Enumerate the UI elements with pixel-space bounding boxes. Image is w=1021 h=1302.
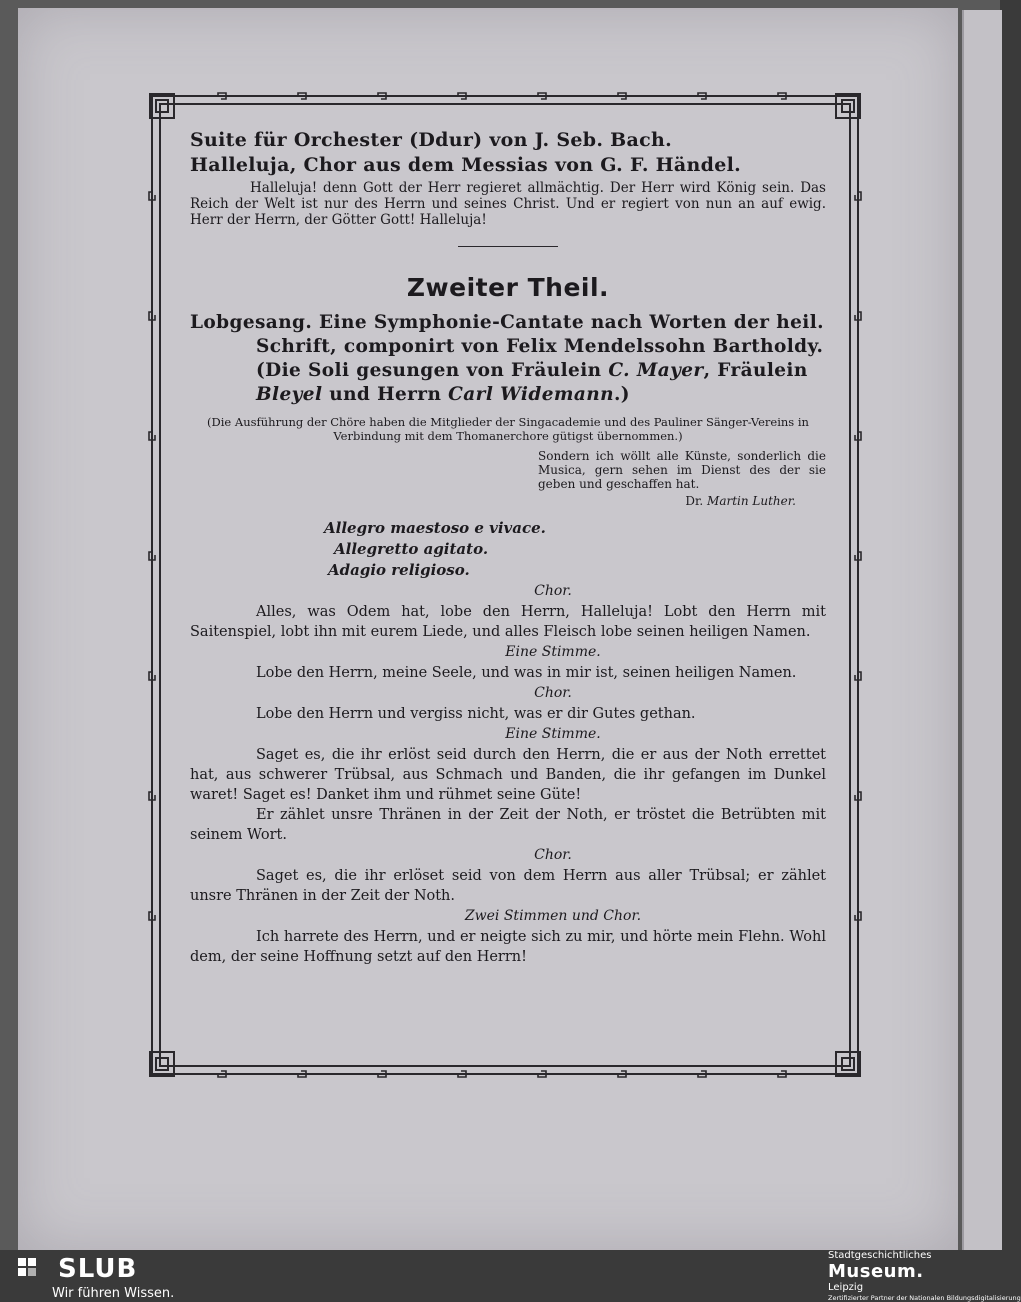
museum-partner-note: Zertifizierter Partner der Nationalen Bildungsdigitalisierung — [828, 1294, 1021, 1302]
lobgesang-text-b: , Fräulein — [703, 360, 808, 381]
section-title: Zweiter Theil. — [406, 273, 610, 302]
museum-label-big: Museum. — [828, 1261, 924, 1282]
movement-2: Allegretto agitato. — [334, 540, 489, 558]
speaker-heading: Chor. — [534, 685, 572, 701]
program-line-bach: Suite für Orchester (Ddur) von J. Seb. Bach. — [190, 129, 673, 151]
speaker-heading: Zwei Stimmen und Chor. — [464, 908, 642, 924]
performers-note: (Die Ausführung der Chöre haben die Mitglieder der Singacademie und des Pauliner Sänger-Vereins in Verbindung mit dem Thomanerchore gütigst übernommen.) — [207, 415, 809, 443]
motto-author — [190, 493, 796, 510]
section-text: Lobe den Herrn und vergiss nicht, was er dir Gutes gethan. — [256, 706, 696, 722]
halleluja-text: Halleluja! denn Gott der Herr regieret allmächtig. Der Herr wird König sein. Das Reich der Welt ist nur des Herrn und seines Christ. Und er regiert von nun an auf ewig. Herr der Herrn, der Götter Gott! Halleluja! — [190, 180, 826, 228]
section-text: Alles, was Odem hat, lobe den Herrn, Halleluja! Lobt den Herrn mit Saitenspiel, lobt ihn mit eurem Liede, und alles Fleisch lobe seinen heiligen Namen. — [190, 604, 826, 640]
soloist-3: Carl Widemann — [448, 384, 614, 405]
lobgesang-text-c: und Herrn — [322, 384, 449, 405]
slub-slogan: Wir führen Wissen. — [52, 1286, 175, 1301]
section-text: Saget es, die ihr erlöset seid von dem Herrn aus aller Trübsal; er zählet unsre Thränen in der Zeit der Noth. — [190, 868, 826, 904]
slub-logo[interactable] — [18, 1256, 174, 1302]
adjacent-page-edge — [962, 10, 1002, 1250]
slub-title: SLUB — [58, 1254, 138, 1284]
motto-author-prefix: Dr. — [685, 494, 708, 508]
speaker-heading: Chor. — [534, 847, 572, 863]
speaker-heading: Chor. — [534, 583, 572, 599]
section-text: Saget es, die ihr erlöst seid durch den Herrn, die er aus der Noth errettet hat, aus schwerer Trübsal, aus Schmach und Banden, die ihr gefangen im Dunkel waret! Saget es! Danket ihm und rühmet seine Güte! — [190, 747, 826, 803]
museum-logo[interactable] — [828, 1250, 1021, 1302]
section-text-continued: Er zählet unsre Thränen in der Zeit der Noth, er tröstet die Betrübten mit seinem Wort. — [190, 807, 826, 843]
soloist-2: Bleyel — [256, 384, 323, 405]
lobgesang-heading — [190, 311, 826, 407]
program-text — [190, 128, 826, 967]
program-line-haendel: Halleluja, Chor aus dem Messias von G. F. Händel. — [190, 154, 742, 176]
movement-1: Allegro maestoso e vivace. — [324, 519, 546, 537]
museum-city: Leipzig — [828, 1282, 864, 1293]
soloist-1: C. Mayer — [608, 360, 704, 381]
speaker-heading: Eine Stimme. — [505, 644, 601, 660]
lobgesang-text-d: .) — [613, 384, 630, 405]
slub-mark-icon — [18, 1258, 48, 1282]
section-divider — [458, 246, 558, 247]
museum-label-small: Stadtgeschichtliches — [828, 1250, 932, 1261]
luther-motto: Sondern ich wöllt alle Künste, sonderlich die Musica, gern sehen im Dienst des der sie geben und geschaffen hat. — [538, 449, 826, 491]
section-text: Lobe den Herrn, meine Seele, und was in mir ist, seinen heiligen Namen. — [256, 665, 797, 681]
speaker-heading: Eine Stimme. — [505, 726, 601, 742]
movement-3: Adagio religioso. — [328, 561, 470, 579]
lobgesang-text-a: Lobgesang. Eine Symphonie-Cantate nach Worten der heil. Schrift, componirt von Felix Mendelssohn Bartholdy. (Die Soli gesungen von Fräulein — [190, 312, 824, 381]
section-text: Ich harrete des Herrn, und er neigte sich zu mir, und hörte mein Flehn. Wohl dem, der seine Hoffnung setzt auf den Herrn! — [190, 929, 826, 965]
motto-author-name: Martin Luther. — [707, 494, 796, 508]
